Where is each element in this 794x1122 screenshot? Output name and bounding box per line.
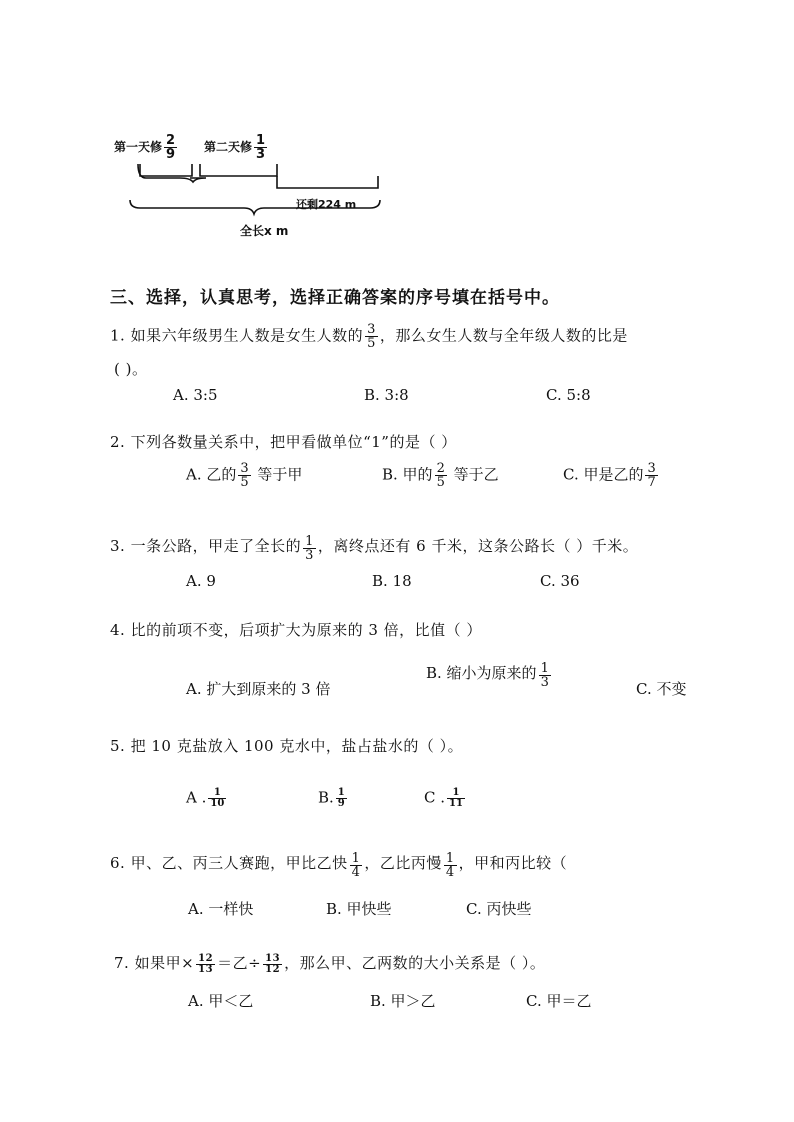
question-5-option-a[interactable]: A . $\frac{1}{10}$ xyxy=(186,787,225,809)
question-1-answer-blank[interactable]: ( )。 xyxy=(114,360,148,378)
question-5-option-b-fraction: $\frac{1}{9}$ xyxy=(337,787,345,809)
brace-day1 xyxy=(138,164,206,182)
section-heading: 三、选择，认真思考，选择正确答案的序号填在括号中。 xyxy=(110,288,560,308)
question-7-option-a[interactable]: A. 甲＜乙 xyxy=(188,992,254,1010)
diagram-day2-fraction: $\frac{1}{3}$ xyxy=(256,133,266,162)
question-1-option-a[interactable]: A. 3:5 xyxy=(173,386,218,404)
question-3-option-a[interactable]: A. 9 xyxy=(186,572,216,590)
brace-remaining xyxy=(277,176,378,188)
diagram-day1-fraction: $\frac{2}{9}$ xyxy=(166,133,176,162)
question-7-option-c[interactable]: C. 甲＝乙 xyxy=(526,992,592,1010)
question-2-text: 2. 下列各数量关系中，把甲看做单位“1”的是（ ） xyxy=(110,433,457,451)
question-1-option-c[interactable]: C. 5:8 xyxy=(546,386,591,404)
diagram-remaining-label: 还剩224 m xyxy=(296,198,357,211)
question-4-option-c[interactable]: C. 不变 xyxy=(636,680,687,698)
question-3-fraction: $\frac{1}{3}$ xyxy=(305,534,314,563)
question-4-option-a[interactable]: A. 扩大到原来的 3 倍 xyxy=(186,680,331,698)
question-6-fraction-2: $\frac{1}{4}$ xyxy=(445,851,455,880)
question-6-option-c[interactable]: C. 丙快些 xyxy=(466,900,532,918)
question-7-option-b[interactable]: B. 甲＞乙 xyxy=(370,992,436,1010)
question-2-option-a-fraction: $\frac{3}{5}$ xyxy=(240,461,249,490)
question-7-fraction-2: $\frac{13}{12}$ xyxy=(265,952,281,975)
question-7-text: 7. 如果甲× $\frac{12}{13}$ ＝乙÷ $\frac{13}{12}$ ，那么甲、乙两数的大小关系是（ ）。 xyxy=(114,952,546,975)
question-6-fraction-1: $\frac{1}{4}$ xyxy=(351,851,361,880)
question-4-option-b[interactable]: B. 缩小为原来的 $\frac{1}{3}$ xyxy=(426,661,549,690)
question-6-text: 6. 甲、乙、丙三人赛跑，甲比乙快 $\frac{1}{4}$ ，乙比丙慢 $\frac{1}{4}$ ，甲和丙比较（ xyxy=(110,851,568,880)
question-3-option-b[interactable]: B. 18 xyxy=(372,572,412,590)
question-2-option-a[interactable]: A. 乙的 $\frac{3}{5}$ 等于甲 xyxy=(186,461,303,490)
question-5-text: 5. 把 10 克盐放入 100 克水中，盐占盐水的（ ）。 xyxy=(110,737,464,755)
question-6-option-b[interactable]: B. 甲快些 xyxy=(326,900,392,918)
question-7-fraction-1: $\frac{12}{13}$ xyxy=(198,952,214,975)
question-2-option-c[interactable]: C. 甲是乙的 $\frac{3}{7}$ xyxy=(563,461,656,490)
diagram-braces xyxy=(120,158,400,218)
question-6-option-a[interactable]: A. 一样快 xyxy=(188,900,254,918)
question-5-option-a-fraction: $\frac{1}{10}$ xyxy=(210,787,225,809)
question-2-option-b[interactable]: B. 甲的 $\frac{2}{5}$ 等于乙 xyxy=(382,461,499,490)
question-4-option-b-fraction: $\frac{1}{3}$ xyxy=(540,661,549,690)
question-2-option-b-fraction: $\frac{2}{5}$ xyxy=(436,461,445,490)
question-1-text: 1. 如果六年级男生人数是女生人数的 $\frac{3}{5}$ ，那么女生人数与全年级人数的比是 xyxy=(110,322,628,351)
question-3-option-c[interactable]: C. 36 xyxy=(540,572,580,590)
diagram-total-label: 全长x m xyxy=(240,224,289,238)
question-1-option-b[interactable]: B. 3:8 xyxy=(364,386,409,404)
diagram-day2-label: 第二天修 $\frac{1}{3}$ xyxy=(204,133,266,162)
question-3-text: 3. 一条公路，甲走了全长的 $\frac{1}{3}$ ，离终点还有 6 千米，这条公路长（ ）千米。 xyxy=(110,534,639,563)
question-5-option-c[interactable]: C . $\frac{1}{11}$ xyxy=(424,787,463,809)
question-5-option-b[interactable]: B. $\frac{1}{9}$ xyxy=(318,787,345,809)
brace-day2 xyxy=(200,164,277,176)
brace-day1-bracket xyxy=(140,164,192,176)
diagram-day1-label: 第一天修 $\frac{2}{9}$ xyxy=(114,133,176,162)
question-4-text: 4. 比的前项不变，后项扩大为原来的 3 倍，比值（ ） xyxy=(110,621,482,639)
question-1-fraction: $\frac{3}{5}$ xyxy=(367,322,376,351)
question-2-option-c-fraction: $\frac{3}{7}$ xyxy=(647,461,656,490)
question-5-option-c-fraction: $\frac{1}{11}$ xyxy=(449,787,463,809)
